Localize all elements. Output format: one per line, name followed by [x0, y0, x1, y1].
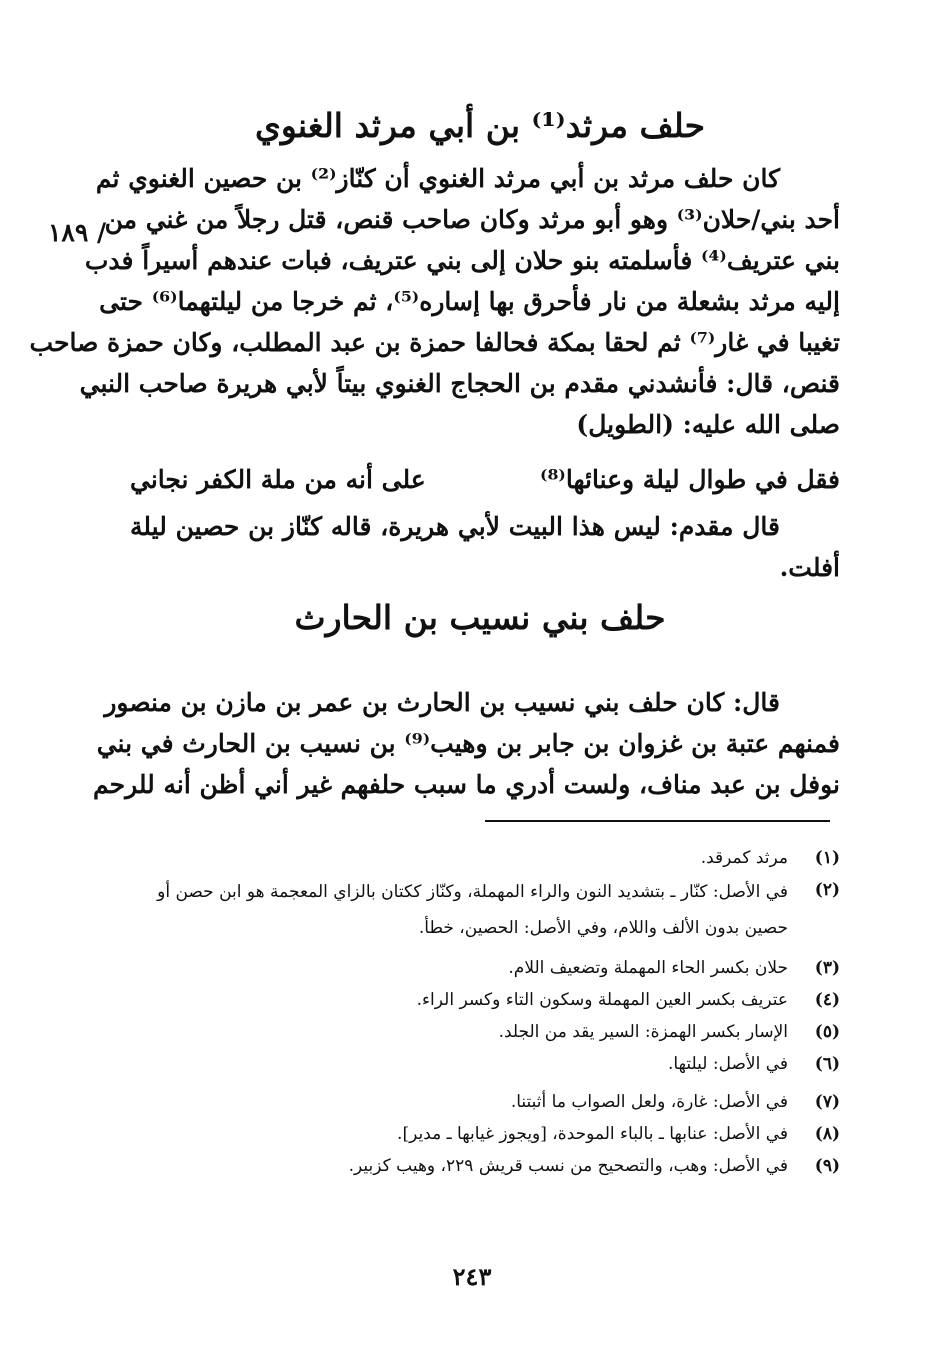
paragraph-3 [93, 682, 840, 805]
paragraph-2 [130, 506, 840, 588]
footnote-number: (٢) [814, 880, 840, 900]
footnote [140, 874, 840, 946]
text-line: قال: كان حلف بني نسيب بن الحارث بن عمر بن مازن بن منصور [104, 688, 780, 717]
poem-hemistich-1: فقل في طوال ليلة وعنائها⁽⁸⁾ [540, 465, 840, 494]
footnote-text: عتريف بكسر العين المهملة وسكون التاء وكسر الراء. [416, 990, 788, 1010]
footnote-text: في الأصل: غارة، ولعل الصواب ما أثبتنا. [510, 1092, 788, 1112]
page-number: ٢٤٣ [452, 1262, 492, 1291]
footnote [140, 1086, 840, 1118]
footnote-number: (١) [814, 848, 840, 868]
footnote-text: في الأصل: وهب، والتصحيح من نسب قريش ٢٢٩، وهيب كزبير. [348, 1156, 788, 1176]
text-line: كان حلف مرثد بن أبي مرثد الغنوي أن كنّاز⁽²⁾ بن حصين الغنوي ثم [95, 164, 780, 193]
footnote-number: (٦) [814, 1054, 840, 1074]
footnote-number: (٨) [814, 1124, 840, 1144]
footnote-text: في الأصل: عنابها ـ بالباء الموحدة، [ويجوز غيابها ـ مدير]. [397, 1124, 788, 1144]
section-heading-2: حلف بني نسيب بن الحارث [294, 598, 666, 637]
text-line: بني عتريف⁽⁴⁾ فأسلمته بنو حلان إلى بني عتريف، فبات عندهم أسيراً فدب [84, 246, 840, 275]
footnotes [140, 842, 840, 1182]
footnote-number: (٣) [814, 958, 840, 978]
text-line: فمنهم عتبة بن غزوان بن جابر بن وهيب⁽⁹⁾ بن نسيب بن الحارث في بني [96, 729, 840, 758]
footnote [140, 1016, 840, 1048]
text-line: صلى الله عليه: (الطويل) [576, 410, 840, 439]
text-line: أحد بني/حلان⁽³⁾ وهو أبو مرثد وكان صاحب قنص، قتل رجلاً من غني من [104, 205, 840, 234]
footnote-text: في الأصل: ليلتها. [667, 1054, 788, 1074]
text-line: قنص، قال: فأنشدني مقدم بن الحجاج الغنوي بيتاً لأبي هريرة صاحب النبي [79, 369, 840, 398]
footnote [140, 984, 840, 1016]
poem-hemistich-2: على أنه من ملة الكفر نجاني [130, 465, 426, 494]
margin-page-number: / ١٨٩ [48, 218, 107, 247]
footnote-text: الإسار بكسر الهمزة: السير يقد من الجلد. [498, 1022, 788, 1042]
footnote-separator [485, 820, 830, 822]
footnote [140, 1048, 840, 1080]
footnote [140, 842, 840, 874]
footnote-number: (٧) [814, 1092, 840, 1112]
footnote-text: مرثد كمرقد. [700, 848, 788, 868]
footnote-text: في الأصل: كنّار ـ بتشديد النون والراء المهملة، وكنّاز ككتان بالزاي المعجمة هو ابن حصن أو حصين بدون الألف واللام، وفي الأصل: الحصين، خطأ. [157, 882, 788, 938]
text-line: تغيبا في غار⁽⁷⁾ ثم لحقا بمكة فحالفا حمزة بن عبد المطلب، وكان حمزة صاحب [29, 328, 840, 357]
text-line: أفلت. [779, 553, 840, 582]
text-line: قال مقدم: ليس هذا البيت لأبي هريرة، قاله كنّاز بن حصين ليلة [130, 512, 780, 541]
text-line: نوفل بن عبد مناف، ولست أدري ما سبب حلفهم غير أني أظن أنه للرحم [93, 770, 840, 799]
footnote-text: حلان بكسر الحاء المهملة وتضعيف اللام. [508, 958, 788, 978]
footnote-number: (٤) [814, 990, 840, 1010]
footnote [140, 1150, 840, 1182]
footnote-number: (٩) [814, 1156, 840, 1176]
text-line: إليه مرثد بشعلة من نار فأحرق بها إساره⁽⁵⁾، ثم خرجا من ليلتهما⁽⁶⁾ حتى [99, 287, 840, 316]
footnote [140, 952, 840, 984]
section-heading-1: حلف مرثد⁽¹⁾ بن أبي مرثد الغنوي [255, 106, 705, 145]
footnote-number: (٥) [814, 1022, 840, 1042]
poem-verse [130, 458, 840, 502]
footnote [140, 1118, 840, 1150]
